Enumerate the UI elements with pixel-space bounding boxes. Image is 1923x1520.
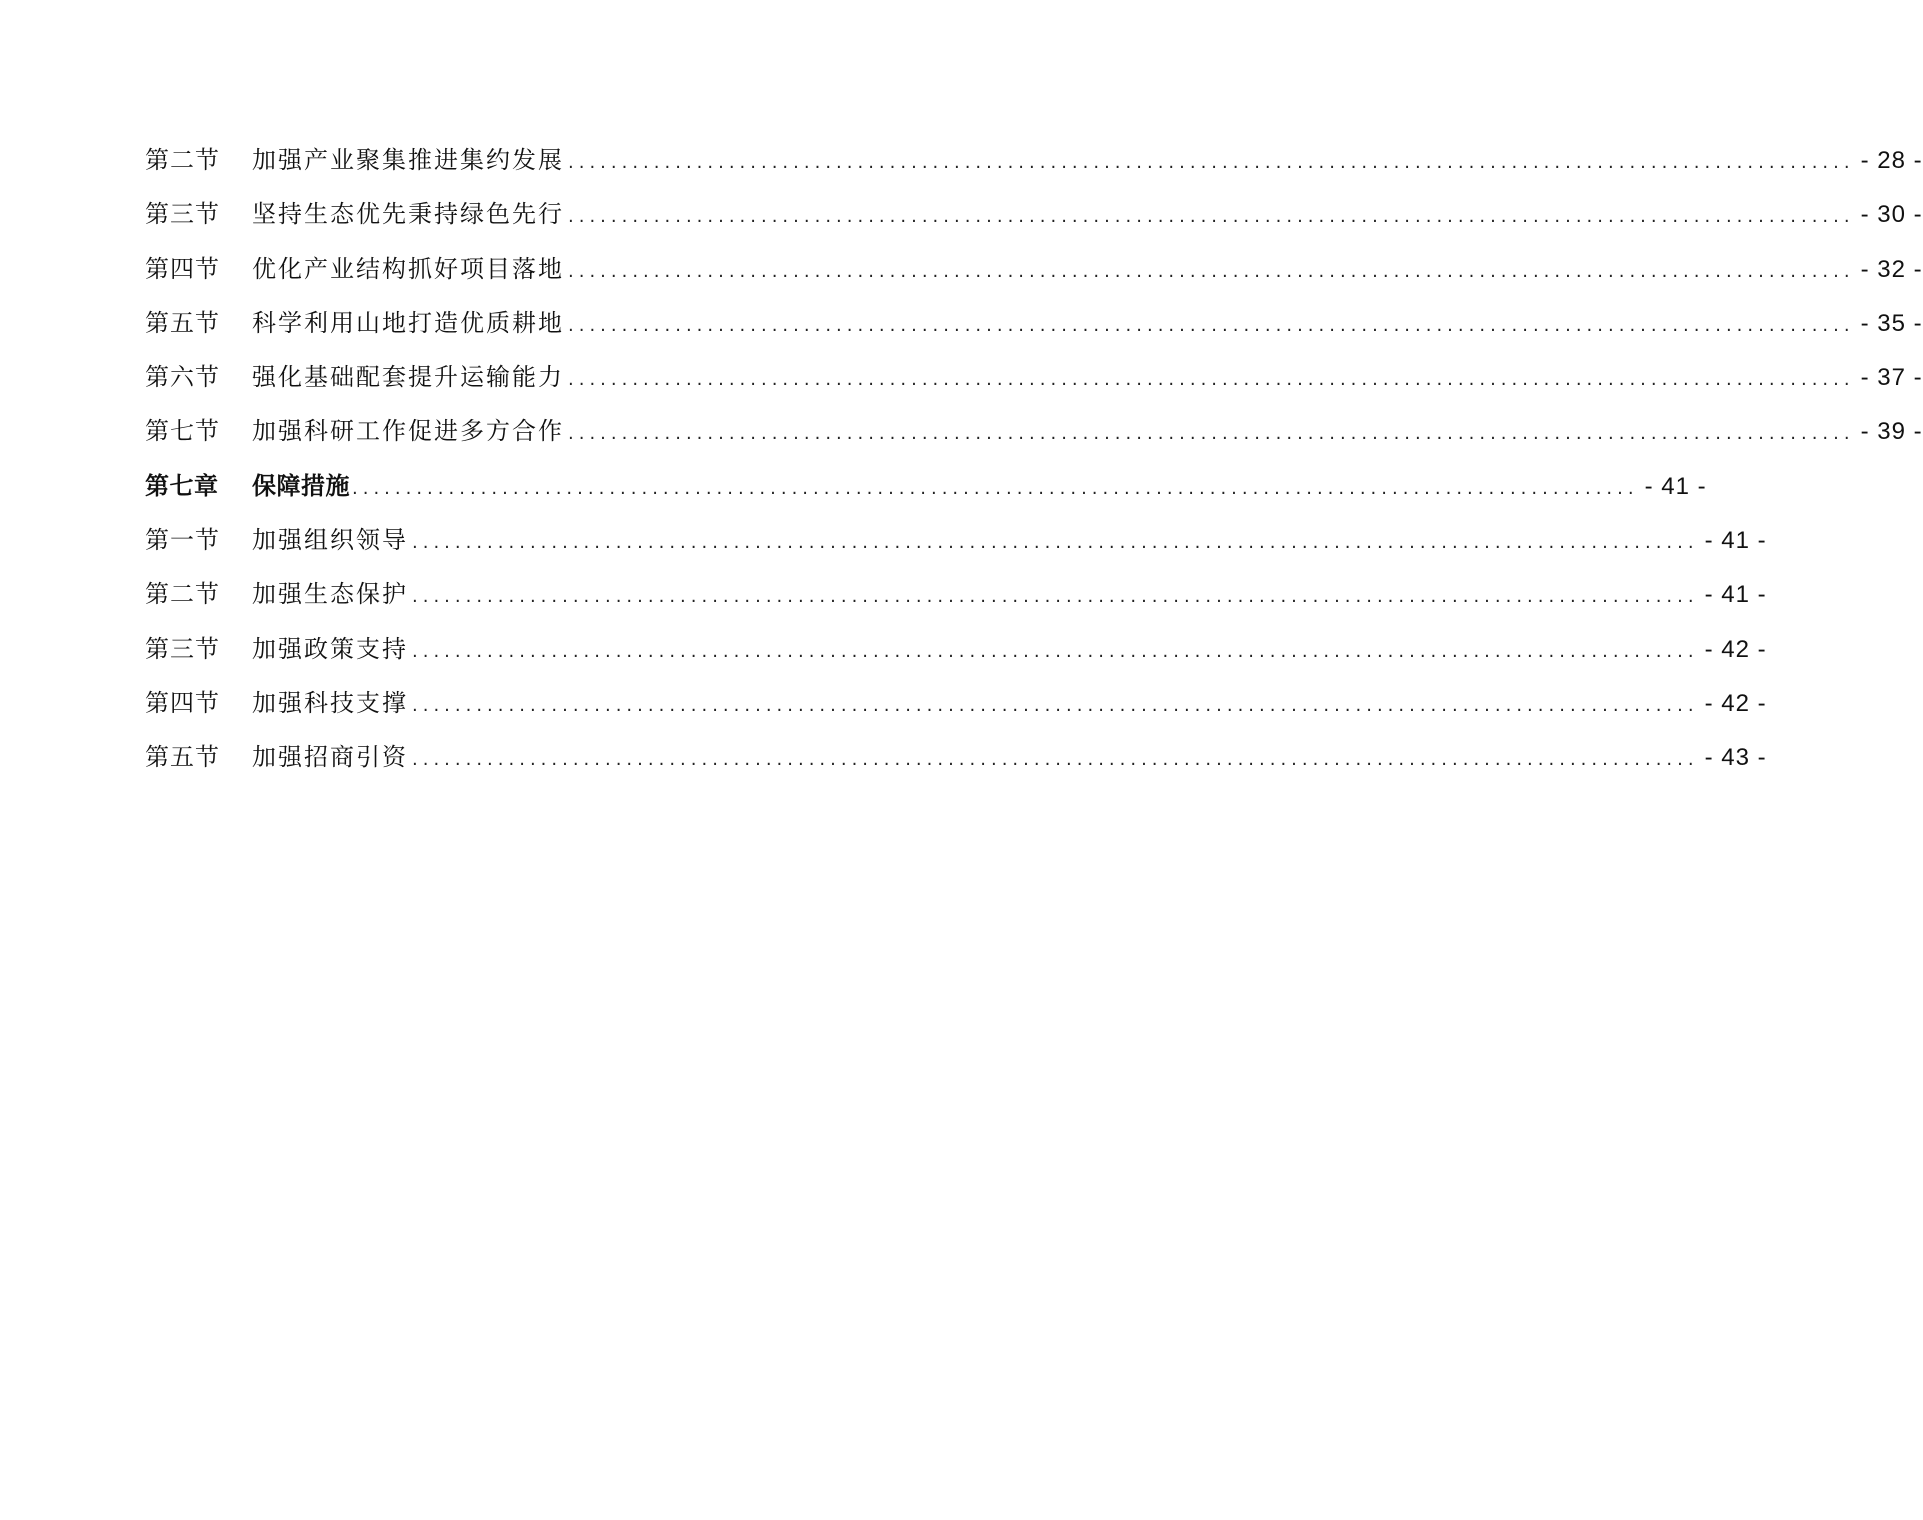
toc-entry-number: 第二节 [145,580,220,609]
toc-dot-leader: ........................................................................................................................ [568,206,1855,228]
toc-entry-title: 加强政策支持 [252,634,408,663]
toc-entry[interactable] [145,676,1767,730]
toc-entry[interactable] [145,296,1923,350]
toc-entry-number: 第三节 [145,200,220,229]
toc-entry-number: 第七节 [145,417,220,446]
toc-entry-number: 第五节 [145,743,220,772]
toc-entry-title: 加强组织领导 [252,526,408,555]
toc-entry-page: - 37 - [1860,364,1923,392]
toc-entry-number: 第三节 [145,634,220,663]
toc-chapter-title: 保障措施 [252,471,350,500]
toc-entry-number: 第四节 [145,254,220,283]
toc-entry-title: 加强产业聚集推进集约发展 [252,146,564,174]
toc-entry-page: - 41 - [1704,581,1767,609]
toc-entry-page: - 35 - [1860,309,1923,337]
toc-dot-leader: ........................................................................................................................ [412,749,1699,771]
toc-entry-number: 第四节 [145,688,220,717]
table-of-contents [145,133,1923,785]
toc-entry-number: 第二节 [145,146,220,174]
toc-entry[interactable] [145,730,1767,784]
toc-entry-page: - 39 - [1860,418,1923,446]
toc-dot-leader: ........................................................................................................................ [568,152,1855,173]
toc-dot-leader: ........................................................................................................................ [568,423,1855,445]
toc-dot-leader: ........................................................................................................................ [412,694,1699,716]
toc-chapter-entry[interactable] [145,459,1707,513]
toc-entry-page: - 32 - [1860,255,1923,283]
toc-entry-title: 加强科技支撑 [252,688,408,717]
toc-chapter-number: 第七章 [145,471,219,500]
toc-entry-title: 加强生态保护 [252,580,408,609]
toc-entry-number: 第一节 [145,526,220,555]
toc-entry[interactable] [145,513,1767,567]
toc-dot-leader: ........................................................................................................................ [568,260,1855,282]
toc-entry-title: 优化产业结构抓好项目落地 [252,254,564,283]
toc-dot-leader: ........................................................................................................................ [412,532,1699,554]
toc-entry[interactable] [145,242,1923,296]
toc-entry-title: 加强科研工作促进多方合作 [252,417,564,446]
toc-entry[interactable] [145,187,1923,241]
toc-entry-title: 强化基础配套提升运输能力 [252,363,564,392]
toc-entry-title: 加强招商引资 [252,743,408,772]
toc-entry-title: 坚持生态优先秉持绿色先行 [252,200,564,229]
toc-entry[interactable] [145,567,1767,621]
toc-entry-number: 第六节 [145,363,220,392]
toc-dot-leader: ........................................................................................................................ [568,369,1855,391]
toc-entry[interactable] [145,622,1767,676]
toc-entry-page: - 30 - [1860,201,1923,229]
toc-entry-page: - 28 - [1860,147,1923,174]
toc-entry[interactable] [145,133,1923,187]
toc-entry-page: - 42 - [1704,635,1767,663]
toc-entry-page: - 41 - [1644,472,1707,500]
toc-entry-page: - 43 - [1704,744,1767,772]
toc-entry[interactable] [145,350,1923,404]
toc-entry-number: 第五节 [145,308,220,337]
toc-dot-leader: ........................................................................................................................ [412,586,1699,608]
toc-entry-page: - 41 - [1704,527,1767,555]
toc-dot-leader: ........................................................................................................................ [568,314,1855,336]
toc-entry[interactable] [145,404,1923,458]
toc-entry-title: 科学利用山地打造优质耕地 [252,308,564,337]
toc-dot-leader: ........................................................................................................................ [352,477,1639,499]
toc-entry-page: - 42 - [1704,689,1767,717]
toc-dot-leader: ........................................................................................................................ [412,640,1699,662]
